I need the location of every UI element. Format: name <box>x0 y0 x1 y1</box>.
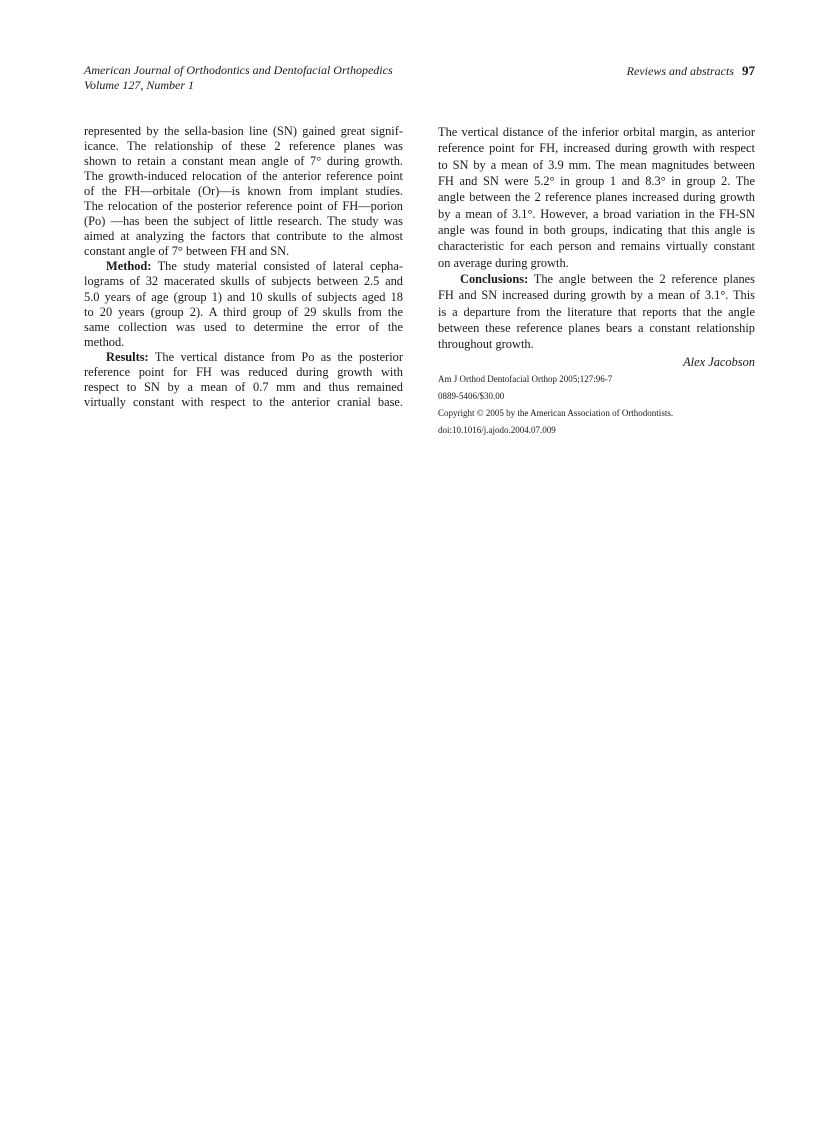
text-line <box>438 124 755 140</box>
running-header-left <box>84 63 393 93</box>
line-text: virtually constant with respect to the anterior cranial base. <box>84 394 403 409</box>
line-text: on average during growth. <box>438 255 569 270</box>
line-text: (Po) —has been the subject of little research. The study was <box>84 214 403 229</box>
citation-line: doi:10.1016/j.ajodo.2004.07.009 <box>438 424 556 435</box>
line-text: icance. The relationship of these 2 reference planes was <box>84 139 403 154</box>
text-line <box>84 335 403 350</box>
section-label: Method: <box>106 259 152 274</box>
text-line <box>438 287 755 303</box>
text-line <box>84 154 403 169</box>
text-line <box>438 304 755 320</box>
line-text: angle between the 2 reference planes increased during growth <box>438 190 755 205</box>
line-text: The relocation of the posterior reference point of FH—porion <box>84 199 403 214</box>
right-column <box>438 124 755 439</box>
journal-volume: Volume 127, Number 1 <box>84 78 194 92</box>
text-line <box>438 238 755 254</box>
text-line <box>84 290 403 305</box>
citation-line: Am J Orthod Dentofacial Orthop 2005;127:96-7 <box>438 373 613 384</box>
citation-line: Copyright © 2005 by the American Association of Orthodontists. <box>438 407 674 418</box>
results-paragraph <box>84 350 403 410</box>
line-text: The vertical distance of the inferior orbital margin, as anterior <box>438 125 755 139</box>
results-continued-paragraph <box>438 124 755 271</box>
left-column <box>84 124 403 410</box>
line-text: constant angle of 7° between FH and SN. <box>84 244 290 259</box>
text-line <box>438 271 755 287</box>
line-text: The vertical distance from Po as the posterior <box>148 349 403 364</box>
line-text: angle was found in both groups, indicating that this angle is <box>438 223 755 238</box>
line-text: shown to retain a constant mean angle of 7° during growth. <box>84 154 403 169</box>
text-line <box>438 189 755 205</box>
text-line <box>84 320 403 335</box>
line-text: respect to SN by a mean of 0.7 mm and thus remained <box>84 379 403 394</box>
line-text: same collection was used to determine the error of the <box>84 319 403 334</box>
line-text: characteristic for each person and remains virtually constant <box>438 239 755 254</box>
running-header-right <box>627 63 755 79</box>
line-text: The angle between the 2 reference planes <box>528 272 755 287</box>
text-line <box>438 140 755 156</box>
line-text: throughout growth. <box>438 337 534 352</box>
text-line <box>84 139 403 154</box>
text-line <box>84 244 403 259</box>
line-text: method. <box>84 334 125 349</box>
line-text: FH and SN were 5.2° in group 1 and 8.3° in group 2. The <box>438 174 755 189</box>
line-text: between these reference planes bears a constant relationship <box>438 321 755 336</box>
text-line <box>438 336 755 352</box>
page-number: 97 <box>742 63 755 78</box>
method-paragraph <box>84 259 403 349</box>
text-line <box>84 184 403 199</box>
line-text: represented by the sella-basion line (SN) gained great signif- <box>84 124 403 138</box>
section-title: Reviews and abstracts <box>626 64 734 78</box>
text-line <box>438 206 755 222</box>
citation-block <box>438 371 755 439</box>
text-line <box>84 169 403 184</box>
intro-paragraph <box>84 124 403 259</box>
section-label: Conclusions: <box>460 272 529 287</box>
text-line <box>84 259 403 274</box>
text-line <box>84 124 403 139</box>
line-text: lograms of 32 macerated skulls of subjects between 2.5 and <box>84 274 403 289</box>
line-text: reference point for FH was reduced during growth with <box>84 364 403 379</box>
line-text: aimed at analyzing the factors that contribute to the almost <box>84 229 403 244</box>
text-line <box>84 380 403 395</box>
line-text: The growth-induced relocation of the anterior reference point <box>84 169 403 184</box>
text-line <box>438 157 755 173</box>
text-line <box>84 229 403 244</box>
journal-title: American Journal of Orthodontics and Dentofacial Orthopedics <box>84 63 393 77</box>
text-line <box>84 199 403 214</box>
line-text: reference point for FH, increased during growth with respect <box>438 141 755 156</box>
text-line <box>84 395 403 410</box>
line-text: FH and SN increased during growth by a mean of 3.1°. This <box>438 288 755 303</box>
text-line <box>438 320 755 336</box>
text-line <box>84 350 403 365</box>
author-signature: Alex Jacobson <box>683 354 755 369</box>
line-text: to 20 years (group 2). A third group of 29 skulls from the <box>84 304 403 319</box>
conclusions-paragraph <box>438 271 755 353</box>
text-line <box>438 173 755 189</box>
line-text: to SN by a mean of 3.9 mm. The mean magnitudes between <box>438 157 755 172</box>
text-line <box>84 214 403 229</box>
line-text: by a mean of 3.1°. However, a broad variation in the FH-SN <box>438 206 755 221</box>
text-line <box>84 274 403 289</box>
line-text: is a departure from the literature that reports that the angle <box>438 304 755 319</box>
line-text: The study material consisted of lateral cepha- <box>151 259 403 274</box>
text-line <box>438 222 755 238</box>
text-line <box>84 365 403 380</box>
line-text: 5.0 years of age (group 1) and 10 skulls of subjects aged 18 <box>84 289 403 304</box>
line-text: of the FH—orbitale (Or)—is known from implant studies. <box>84 184 403 199</box>
section-label: Results: <box>106 349 149 364</box>
text-line <box>438 255 755 271</box>
text-line <box>84 305 403 320</box>
citation-line: 0889-5406/$30.00 <box>438 390 505 401</box>
